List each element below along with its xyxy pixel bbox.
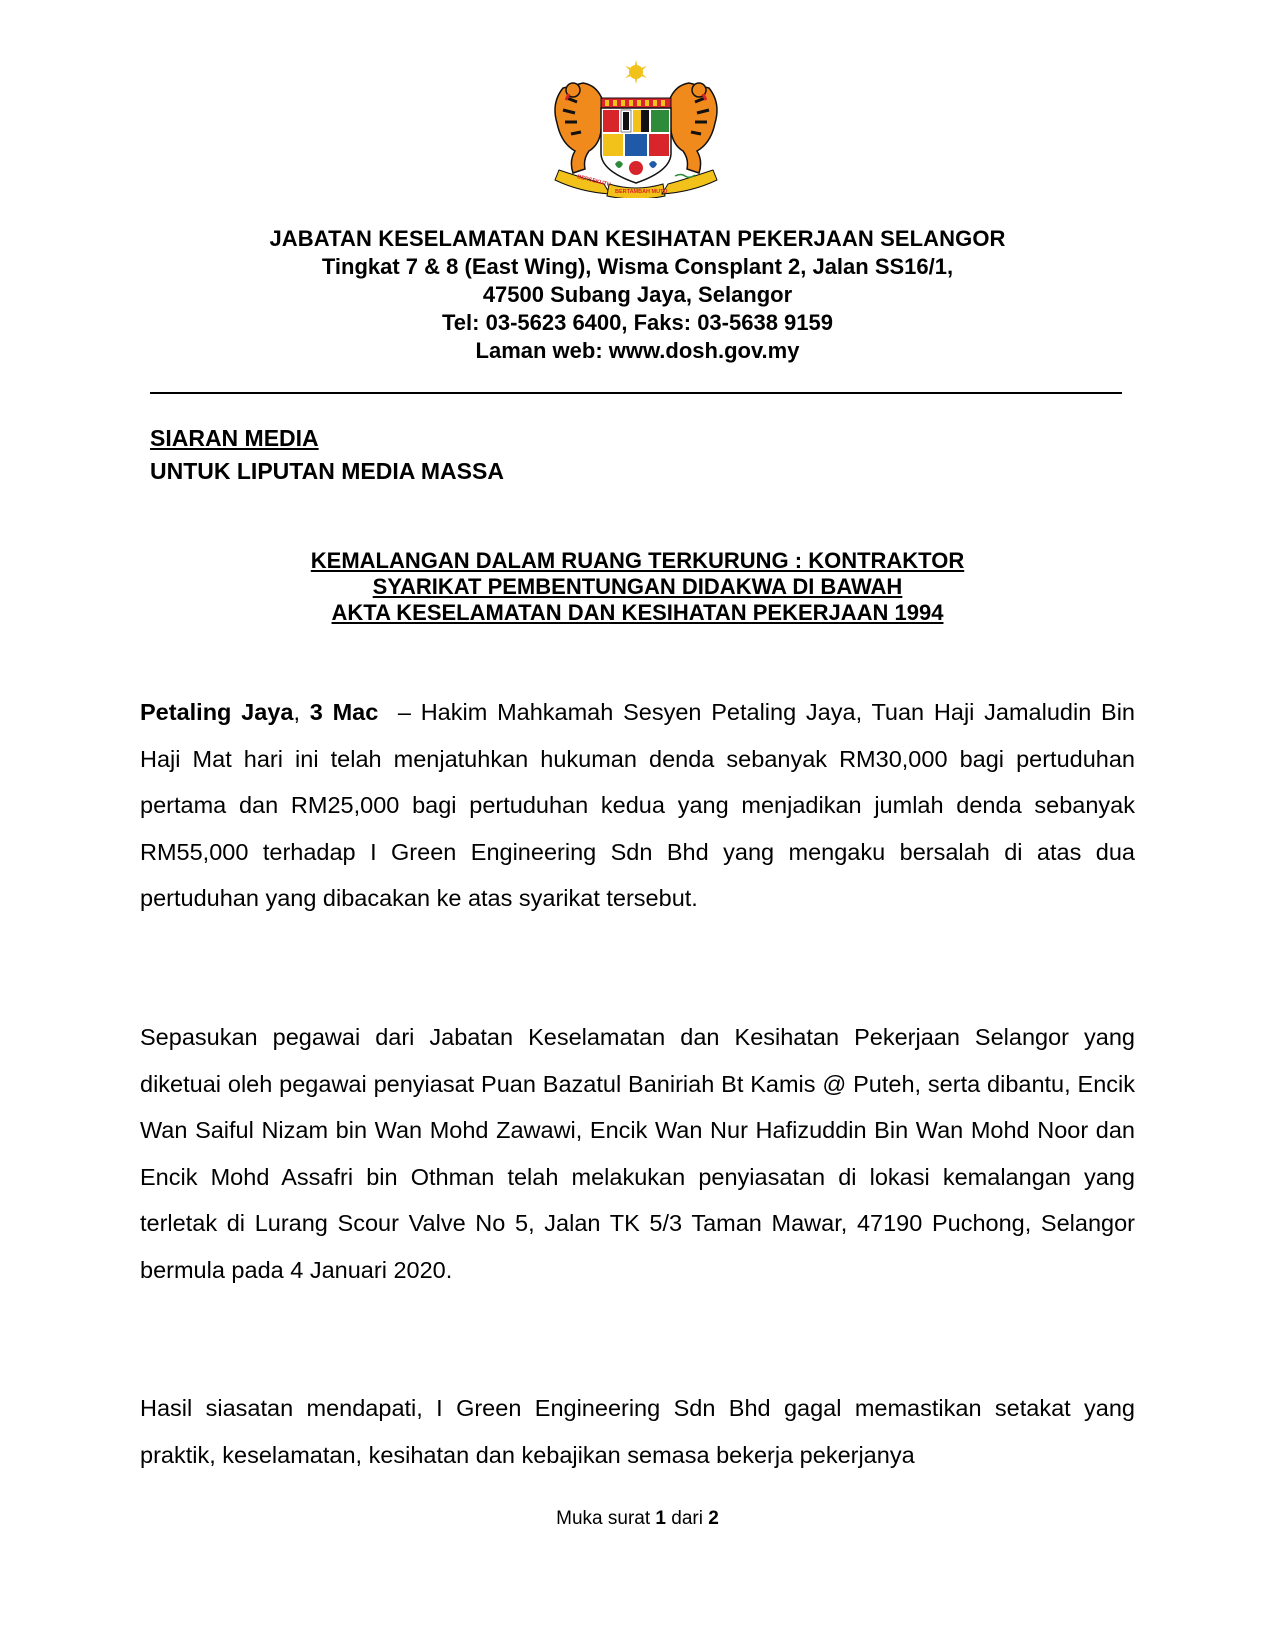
dateline-date: 3 Mac	[309, 699, 379, 725]
footer-total-pages: 2	[708, 1508, 719, 1529]
footer-prefix: Muka surat	[556, 1508, 651, 1529]
headline-line-2: SYARIKAT PEMBENTUNGAN DIDAKWA DI BAWAH	[372, 574, 903, 599]
media-release-subtitle: UNTUK LIPUTAN MEDIA MASSA	[150, 458, 504, 484]
paragraph-1	[140, 689, 1135, 922]
paragraph-2: Sepasukan pegawai dari Jabatan Keselamatan dan Kesihatan Pekerjaan Selangor yang diketuai oleh pegawai penyiasat Puan Bazatul Baniriah Bt Kamis @ Puteh, serta dibantu, Encik Wan Saiful Nizam bin Wan Mohd Zawawi, Encik Wan Nur Hafizuddin Bin Wan Mohd Noor dan Encik Mohd Assafri bin Othman telah melakukan penyiasatan di lokasi kemalangan yang terletak di Lurang Scour Valve No 5, Jalan TK 5/3 Taman Mawar, 47190 Puchong, Selangor bermula pada 4 Januari 2020.	[140, 1024, 1135, 1283]
page-number-footer	[0, 1508, 1275, 1530]
address-line-2: 47500 Subang Jaya, Selangor	[482, 282, 793, 307]
paragraph-3: Hasil siasatan mendapati, I Green Engineering Sdn Bhd gagal memastikan setakat yang praktik, keselamatan, kesihatan dan kebajikan semasa bekerja pekerjanya	[140, 1395, 1135, 1468]
svg-text:BERSEKUTU: BERSEKUTU	[576, 174, 612, 189]
address-line-1: Tingkat 7 & 8 (East Wing), Wisma Consplant 2, Jalan SS16/1,	[321, 254, 954, 279]
website-line: Laman web: www.dosh.gov.my	[475, 338, 800, 363]
svg-text:BERTAMBAH MUTU: BERTAMBAH MUTU	[615, 189, 668, 195]
headline-line-1: KEMALANGAN DALAM RUANG TERKURUNG : KONTRAKTOR	[310, 548, 965, 573]
left-tiger-icon	[555, 83, 603, 173]
coat-of-arms-logo	[543, 58, 729, 198]
right-tiger-icon	[669, 83, 717, 173]
headline-line-3: AKTA KESELAMATAN DAN KESIHATAN PEKERJAAN 1994	[331, 600, 944, 625]
footer-current-page: 1	[655, 1508, 666, 1529]
paragraph-1-text: – Hakim Mahkamah Sesyen Petaling Jaya, Tuan Haji Jamaludin Bin Haji Mat hari ini telah menjatuhkan hukuman denda sebanyak RM30,000 bagi pertuduhan pertama dan RM25,000 bagi pertuduhan kedua yang menjadikan jumlah denda sebanyak RM55,000 terhadap I Green Engineering Sdn Bhd yang mengaku bersalah di atas dua pertuduhan yang dibacakan ke atas syarikat tersebut.	[140, 699, 1135, 911]
media-release-title: SIARAN MEDIA	[150, 425, 319, 451]
organization-name: JABATAN KESELAMATAN DAN KESIHATAN PEKERJAAN SELANGOR	[269, 226, 1006, 251]
dateline-place: Petaling Jaya	[140, 699, 294, 725]
footer-middle: dari	[671, 1508, 703, 1529]
star-icon	[625, 60, 647, 84]
dateline-separator: ,	[293, 699, 300, 725]
contact-numbers: Tel: 03-5623 6400, Faks: 03-5638 9159	[442, 310, 833, 335]
letterhead-divider	[150, 392, 1122, 394]
